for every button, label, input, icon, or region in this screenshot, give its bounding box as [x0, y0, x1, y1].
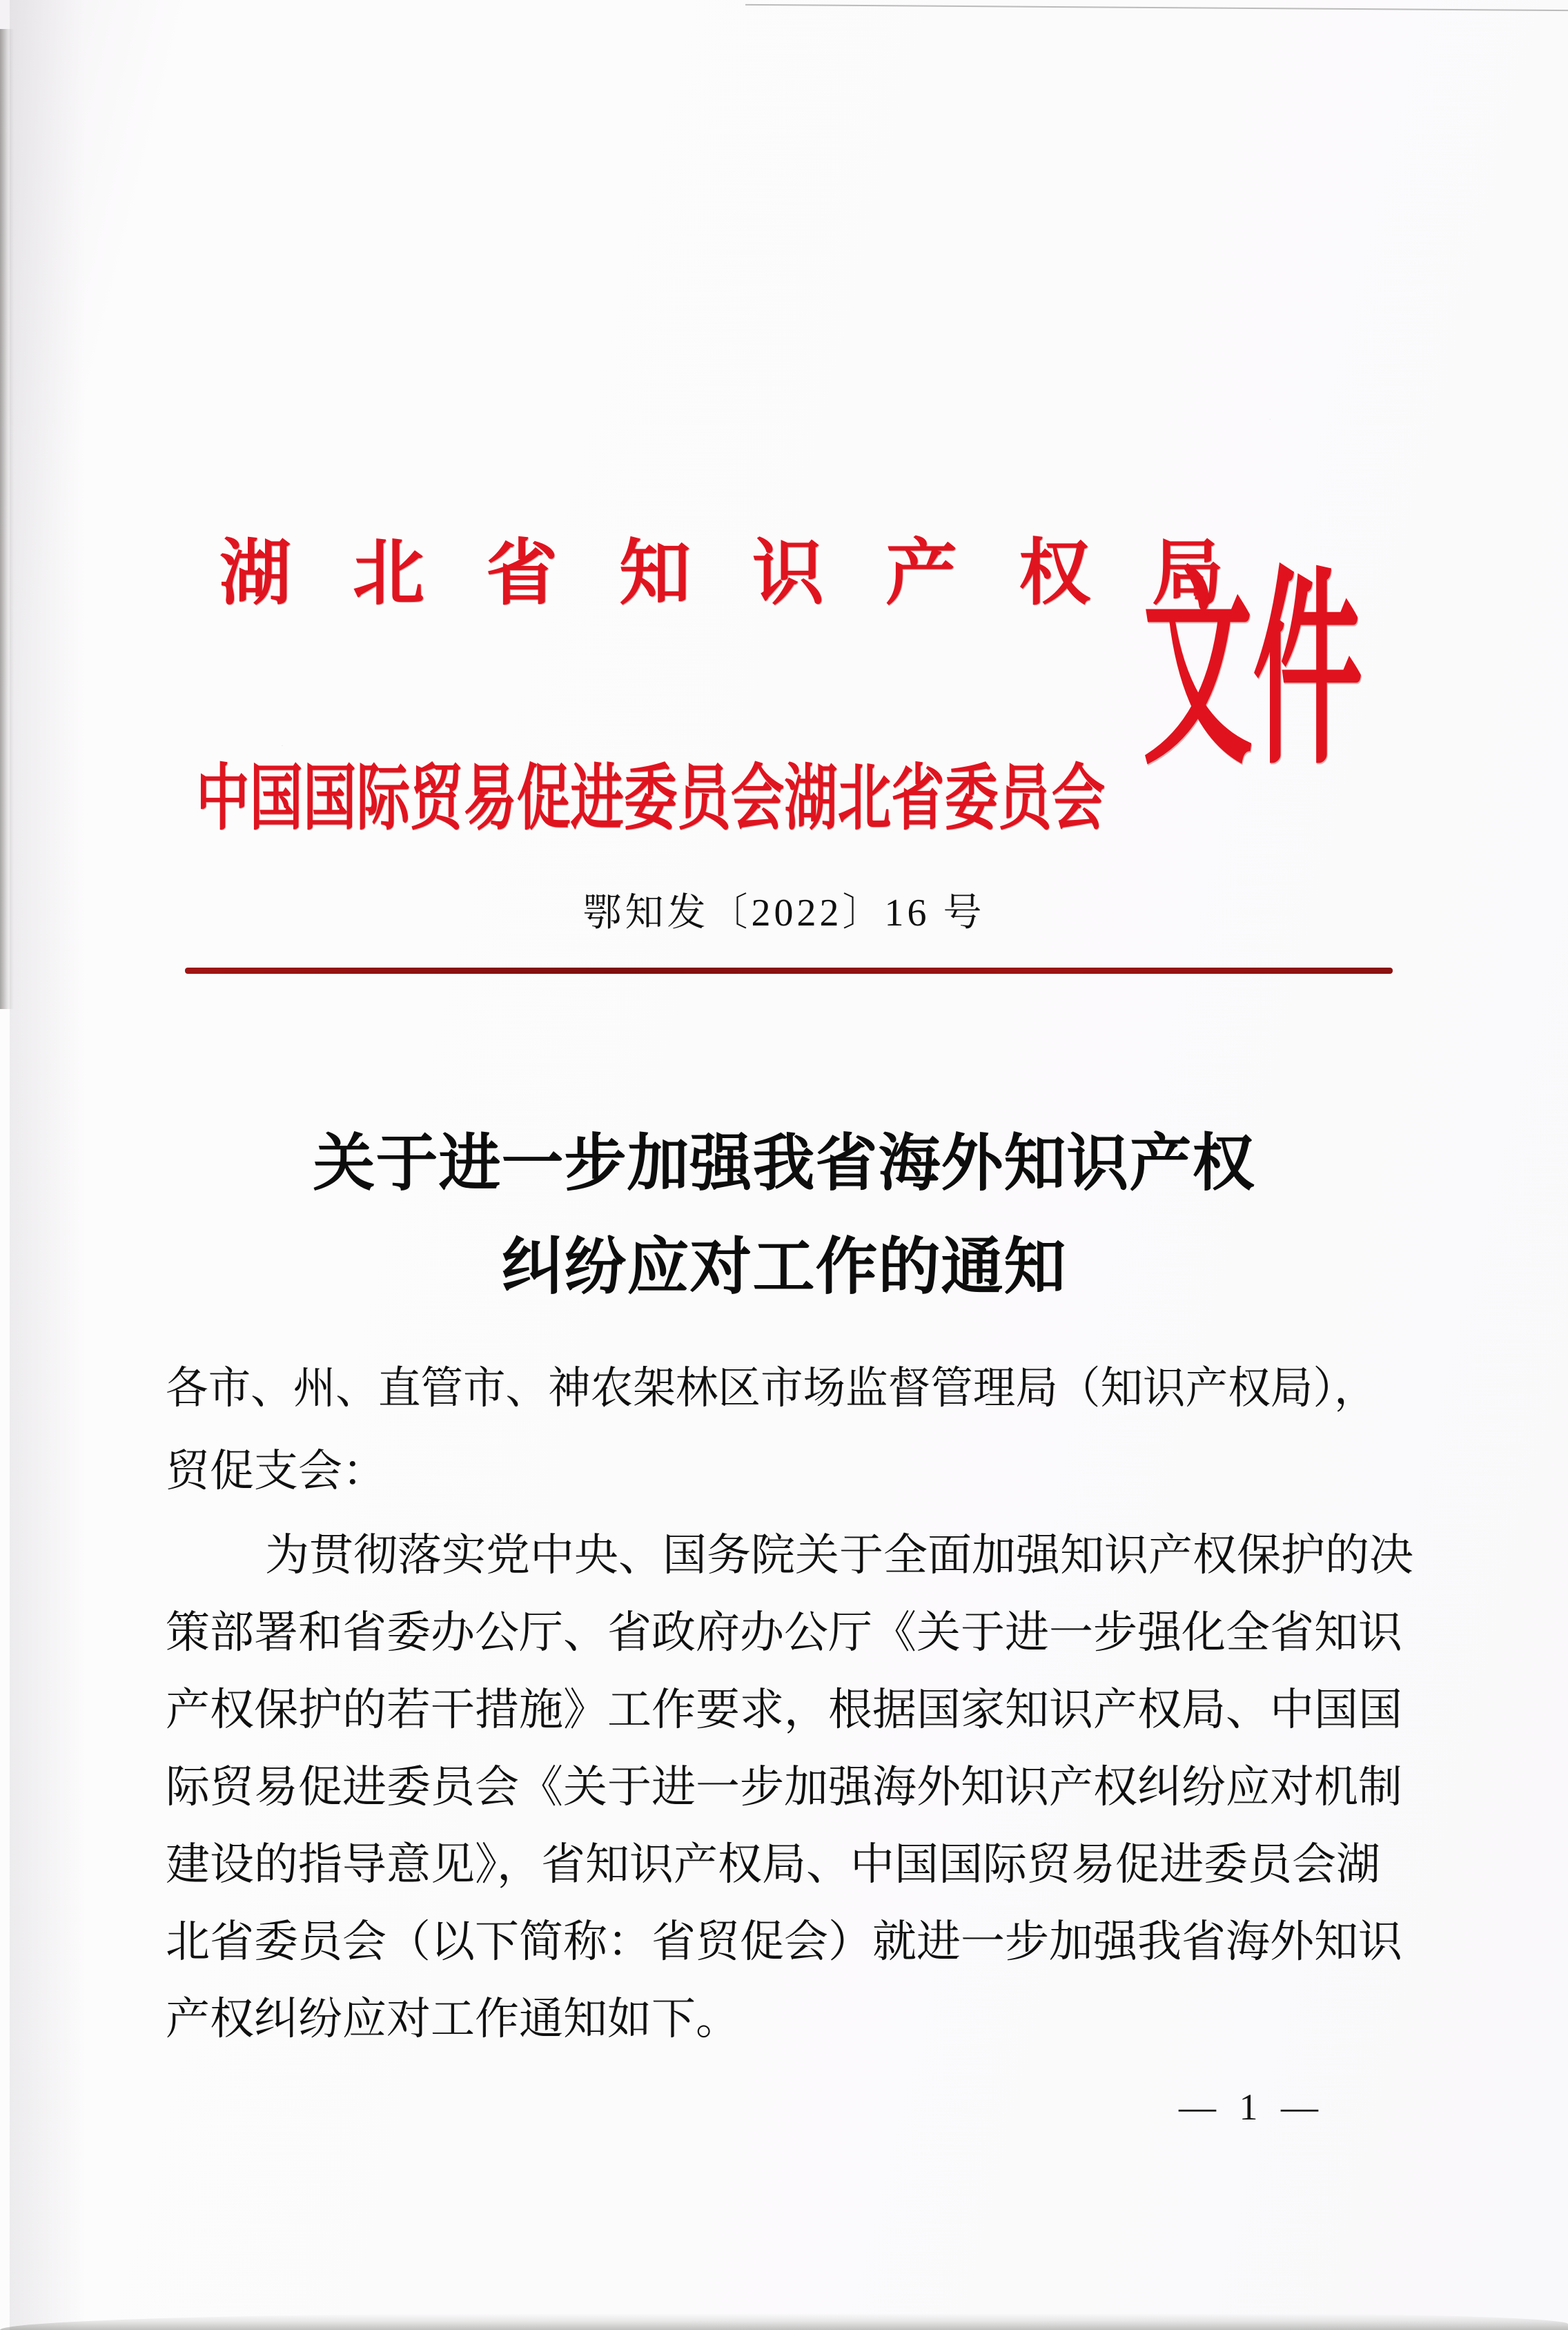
body-line: 际贸易促进委员会《关于进一步加强海外知识产权纠纷应对机制 [166, 1763, 1402, 1812]
scan-crease-top-right [745, 4, 1568, 11]
document-title-line-1: 关于进一步加强我省海外知识产权 [313, 1130, 1255, 1198]
salutation-line-2: 贸促支会： [166, 1447, 386, 1496]
issuer-name-line-1: 湖北省知识产权局 [219, 534, 1286, 614]
salutation-line-1: 各市、州、直管市、神农架林区市场监督管理局（知识产权局）， [166, 1364, 1377, 1413]
body-line: 产权保护的若干措施》工作要求，根据国家知识产权局、中国国 [166, 1685, 1402, 1734]
red-divider-rule [185, 968, 1393, 974]
recipients-salutation [166, 1347, 1408, 1513]
body-line: 为贯彻落实党中央、国务院关于全面加强知识产权保护的决 [265, 1531, 1413, 1580]
body-line: 策部署和省委办公厅、省政府办公厅《关于进一步强化全省知识 [166, 1608, 1402, 1657]
scan-shadow-bottom-edge [0, 2313, 1568, 2330]
body-paragraph [166, 1517, 1413, 2058]
document-title-line-2: 纠纷应对工作的通知 [501, 1233, 1067, 1302]
body-line: 建设的指导意见》，省知识产权局、中国国际贸易促进委员会湖 [166, 1840, 1380, 1889]
page-number: — 1 — [1179, 2086, 1325, 2128]
body-line: 产权纠纷应对工作通知如下。 [166, 1995, 740, 2044]
issuer-name-line-2: 中国国际贸易促进委员会湖北省委员会 [196, 759, 1106, 839]
document-title [0, 1113, 1568, 1320]
document-reference-number: 鄂知发〔2022〕16 号 [582, 892, 986, 934]
body-line: 北省委员会（以下简称：省贸促会）就进一步加强我省海外知识 [166, 1917, 1402, 1966]
document-type-label: 文件 [1143, 556, 1363, 790]
